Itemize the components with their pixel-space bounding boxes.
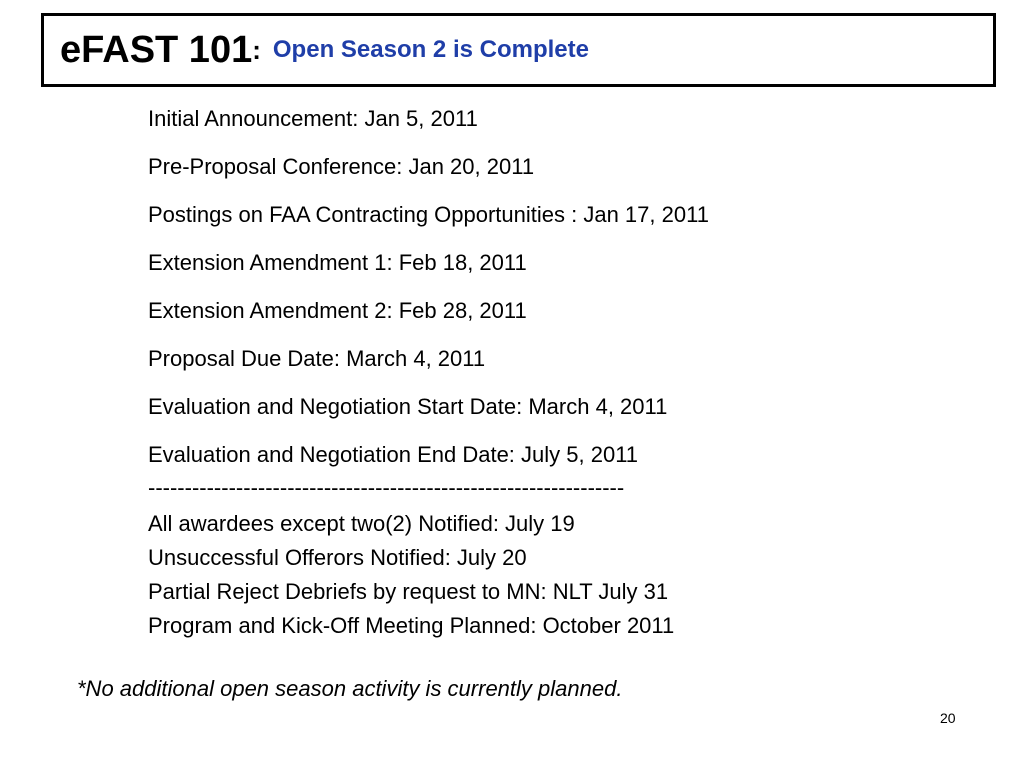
dashed-separator: ----------------------------------------------------------------- xyxy=(148,475,625,500)
title-colon: : xyxy=(252,34,261,65)
slide-title: eFAST 101 xyxy=(60,28,253,71)
slide-subtitle: Open Season 2 is Complete xyxy=(272,36,589,63)
schedule-item-initial-announcement: Initial Announcement: Jan 5, 2011 xyxy=(148,106,478,131)
schedule-list xyxy=(148,104,709,469)
notice-item-partial-reject-debriefs: Partial Reject Debriefs by request to MN: NLT July 31 xyxy=(148,579,669,604)
page-number: 20 xyxy=(940,710,956,726)
schedule-item-extension-amendment-2: Extension Amendment 2: Feb 28, 2011 xyxy=(148,298,527,323)
schedule-item-evaluation-end: Evaluation and Negotiation End Date: July 5, 2011 xyxy=(148,442,639,467)
schedule-item-evaluation-start: Evaluation and Negotiation Start Date: March 4, 2011 xyxy=(148,394,668,419)
notification-list xyxy=(148,507,674,643)
schedule-item-extension-amendment-1: Extension Amendment 1: Feb 18, 2011 xyxy=(148,250,527,275)
schedule-item-postings: Postings on FAA Contracting Opportunities : Jan 17, 2011 xyxy=(148,202,709,227)
footnote: *No additional open season activity is currently planned. xyxy=(77,676,623,701)
schedule-item-proposal-due-date: Proposal Due Date: March 4, 2011 xyxy=(148,346,486,371)
schedule-item-pre-proposal-conference: Pre-Proposal Conference: Jan 20, 2011 xyxy=(148,154,535,179)
notice-item-unsuccessful-offerors: Unsuccessful Offerors Notified: July 20 xyxy=(148,545,527,570)
slide-title-box xyxy=(41,13,996,87)
notice-item-kick-off-meeting: Program and Kick-Off Meeting Planned: October 2011 xyxy=(148,613,675,638)
notice-item-awardees-notified: All awardees except two(2) Notified: July 19 xyxy=(148,511,575,536)
